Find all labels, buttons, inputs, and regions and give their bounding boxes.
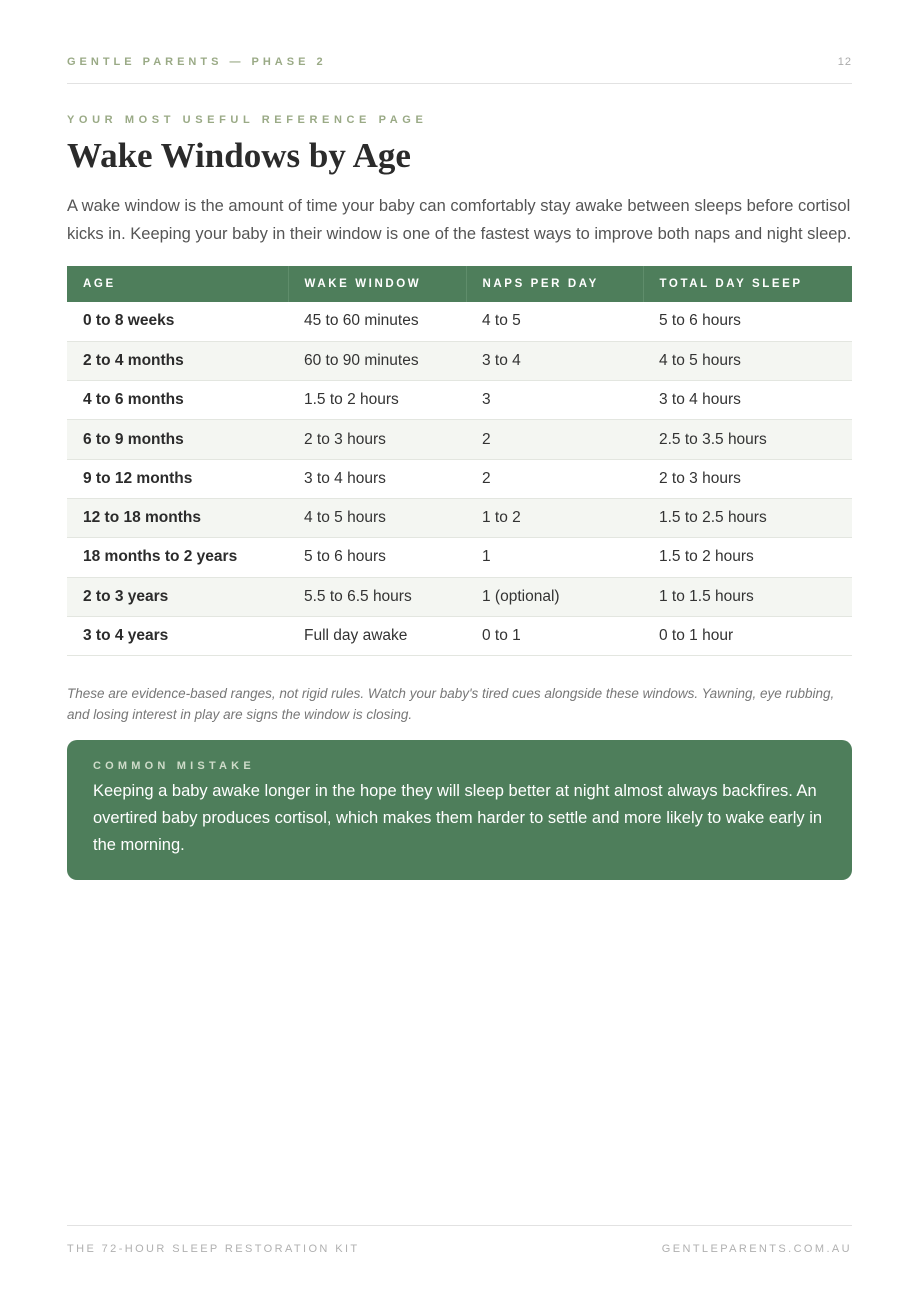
age-cell: 6 to 9 months (67, 420, 288, 459)
age-cell: 4 to 6 months (67, 381, 288, 420)
common-mistake-callout (67, 740, 852, 880)
table-row (67, 302, 852, 341)
naps-cell: 1 (466, 538, 643, 577)
naps-cell: 1 to 2 (466, 498, 643, 537)
table-row (67, 341, 852, 380)
table-header-row (67, 266, 852, 302)
footer-website: GENTLEPARENTS.COM.AU (661, 1243, 852, 1255)
day-sleep-cell: 1.5 to 2 hours (643, 538, 852, 577)
day-sleep-cell: 5 to 6 hours (643, 302, 852, 341)
column-header-naps-per-day: NAPS PER DAY (466, 266, 643, 302)
age-cell: 18 months to 2 years (67, 538, 288, 577)
callout-body: Keeping a baby awake longer in the hope they will sleep better at night almost always backfires. An overtired baby produces cortisol, which makes them harder to settle and more likely to wake early in the morning. (93, 782, 823, 854)
age-cell: 9 to 12 months (67, 459, 288, 498)
age-cell: 3 to 4 years (67, 616, 288, 655)
day-sleep-cell: 4 to 5 hours (643, 341, 852, 380)
wake-window-cell: 1.5 to 2 hours (288, 381, 466, 420)
table-footnote: These are evidence-based ranges, not rigid rules. Watch your baby's tired cues alongside these windows. Yawning, eye rubbing, and losing interest in play are signs the window is closing. (67, 686, 835, 722)
naps-cell: 0 to 1 (466, 616, 643, 655)
table-row (67, 459, 852, 498)
wake-windows-table (67, 266, 852, 656)
table-row (67, 498, 852, 537)
wake-window-cell: 5 to 6 hours (288, 538, 466, 577)
naps-cell: 4 to 5 (466, 302, 643, 341)
column-header-age: AGE (67, 266, 288, 302)
day-sleep-cell: 2 to 3 hours (643, 459, 852, 498)
page-header (67, 54, 852, 84)
naps-cell: 2 (466, 420, 643, 459)
column-header-total-day-sleep: TOTAL DAY SLEEP (643, 266, 852, 302)
wake-window-cell: 4 to 5 hours (288, 498, 466, 537)
table-row (67, 577, 852, 616)
page-number: 12 (837, 56, 852, 68)
age-cell: 2 to 4 months (67, 341, 288, 380)
wake-window-cell: 3 to 4 hours (288, 459, 466, 498)
naps-cell: 1 (optional) (466, 577, 643, 616)
day-sleep-cell: 3 to 4 hours (643, 381, 852, 420)
day-sleep-cell: 1 to 1.5 hours (643, 577, 852, 616)
table-row (67, 538, 852, 577)
wake-window-cell: 45 to 60 minutes (288, 302, 466, 341)
naps-cell: 3 to 4 (466, 341, 643, 380)
day-sleep-cell: 2.5 to 3.5 hours (643, 420, 852, 459)
section-eyebrow: YOUR MOST USEFUL REFERENCE PAGE (67, 114, 428, 126)
age-cell: 12 to 18 months (67, 498, 288, 537)
wake-window-cell: 5.5 to 6.5 hours (288, 577, 466, 616)
table-row (67, 381, 852, 420)
naps-cell: 2 (466, 459, 643, 498)
page-title: Wake Windows by Age (67, 136, 411, 175)
day-sleep-cell: 0 to 1 hour (643, 616, 852, 655)
wake-window-cell: 2 to 3 hours (288, 420, 466, 459)
footer-title: THE 72-HOUR SLEEP RESTORATION KIT (67, 1243, 360, 1255)
wake-window-cell: 60 to 90 minutes (288, 341, 466, 380)
running-header: GENTLE PARENTS — PHASE 2 (67, 56, 327, 68)
column-header-wake-window: WAKE WINDOW (288, 266, 466, 302)
day-sleep-cell: 1.5 to 2.5 hours (643, 498, 852, 537)
age-cell: 0 to 8 weeks (67, 302, 288, 341)
wake-window-cell: Full day awake (288, 616, 466, 655)
intro-paragraph: A wake window is the amount of time your baby can comfortably stay awake between sleeps before cortisol kicks in. Keeping your baby in their window is one of the fastest ways to improve both naps and night sleep. (67, 197, 852, 243)
callout-label: COMMON MISTAKE (93, 760, 255, 772)
page-footer (67, 1225, 852, 1255)
table-row (67, 420, 852, 459)
table-row (67, 616, 852, 655)
naps-cell: 3 (466, 381, 643, 420)
age-cell: 2 to 3 years (67, 577, 288, 616)
